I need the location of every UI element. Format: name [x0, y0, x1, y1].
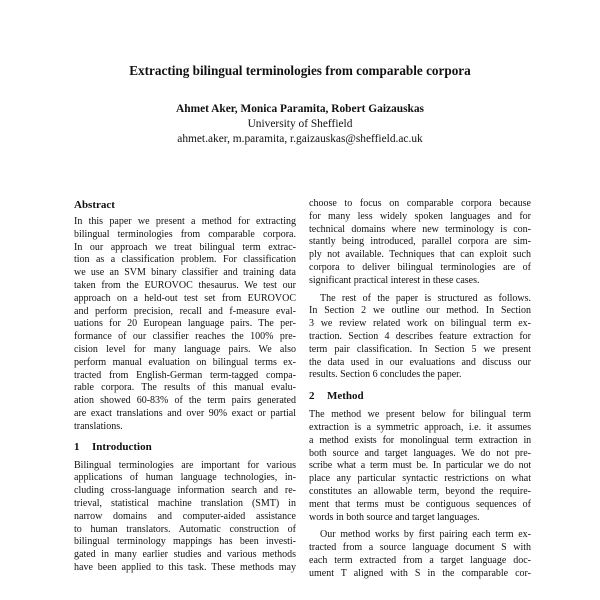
method-line: Our method works by first pairing each term ex- [320, 529, 531, 541]
structure-line: 3 we review related work on bilingual term ex- [309, 318, 531, 330]
intro-line: bilingual terminology mappings has been investi- [74, 536, 296, 548]
paper-affiliation: University of Sheffield [247, 118, 353, 130]
abstract-line: tion as a classification problem. For classification [74, 254, 296, 266]
method-paragraph-2 [309, 529, 531, 580]
abstract-line: In our approach we treat bilingual term extrac- [74, 241, 296, 253]
paper-title: Extracting bilingual terminologies from comparable corpora [129, 63, 471, 78]
abstract-heading: Abstract [74, 199, 115, 211]
intro-line: gated in many earlier studies and various methods [74, 549, 296, 561]
intro-line: trieval, statistical machine translation (SMT) in [74, 497, 296, 509]
abstract-line: formance of our classifier reaches the 100% pre- [74, 331, 296, 343]
method-line: scribe what a term must be. In particular we do not [309, 460, 531, 472]
intro-line: to human translators. Automatic construction of [74, 523, 296, 535]
method-line: words in both source and target languages. [309, 511, 480, 523]
abstract-line: In this paper we present a method for extracting [74, 216, 296, 227]
method-line: ument T aligned with S in the comparable cor- [309, 567, 531, 579]
intro-line: narrow domains and computer-aided assistance [74, 510, 296, 522]
intro-cont-line: stantly being introduced, parallel corpora are sim- [309, 236, 531, 248]
abstract-line: cision level for many language pairs. We also [74, 343, 296, 355]
abstract-line: approach on a held-out test set from EUROVOC [74, 292, 296, 304]
intro-line: applications of human language technologies, in- [74, 472, 296, 484]
method-paragraph-1 [309, 409, 531, 524]
intro-cont-line: significant practical interest in these cases. [309, 274, 480, 286]
method-line: extraction is a symmetric approach, i.e. it assumes [309, 421, 531, 433]
section-title: Method [327, 390, 364, 403]
structure-line: In Section 2 we outline our method. In Section [309, 305, 531, 317]
section-number: 2 [309, 390, 315, 403]
left-column [74, 198, 296, 575]
intro-cont-line: corpora to deliver bilingual terminologies are of [309, 261, 531, 273]
method-line: both source and target languages. We do not pre- [309, 447, 531, 459]
paper-authors: Ahmet Aker, Monica Paramita, Robert Gaizauskas [176, 103, 424, 115]
intro-cont-line: technical domains where new terminology is con- [309, 223, 531, 235]
intro-line: have been applied to this task. These methods may [74, 561, 296, 573]
intro-cont-line: ply not available. Techniques that can exploit such [309, 249, 531, 261]
method-line: a method exists for monolingual term extraction in [309, 434, 531, 446]
abstract-line: taken from the EUROVOC thesaurus. We test our [74, 279, 296, 291]
intro-line: Bilingual terminologies are important for various [74, 459, 296, 471]
structure-line: The rest of the paper is structured as follows. [320, 292, 531, 304]
abstract-line: ation showed 60-83% of the term pairs generated [74, 395, 296, 407]
paper-structure-paragraph [309, 293, 531, 383]
method-line: The method we present below for bilingual term [309, 409, 531, 421]
paper-email: ahmet.aker, m.paramita, r.gaizauskas@sheffield.ac.uk [177, 133, 423, 145]
introduction-heading [74, 440, 296, 454]
method-line: place any particular syntactic restrictions on what [309, 473, 531, 485]
abstract-line: uations for 20 European language pairs. The per- [74, 318, 296, 330]
abstract-line: translations. [74, 420, 123, 432]
structure-line: results. Section 6 concludes the paper. [309, 369, 462, 381]
intro-cont-line: choose to focus on comparable corpora because [309, 198, 531, 209]
section-title: Introduction [92, 440, 152, 453]
method-line: tracted from a source language document S with [309, 542, 531, 554]
abstract-line: and perform precision, recall and f-measure eval- [74, 305, 296, 317]
method-heading [309, 389, 531, 403]
structure-line: traction. Section 4 describes feature extraction for [309, 330, 531, 342]
method-line: each term extracted from a target language doc- [309, 554, 531, 566]
method-line: ment that terms must be contiguous sequences of [309, 498, 531, 510]
right-column [309, 198, 531, 581]
abstract-line: are exact translations and over 90% exact or partial [74, 407, 296, 419]
abstract-line: we use an SVM binary classifier and training data [74, 267, 296, 279]
structure-line: the data used in our evaluations and discuss our [309, 356, 531, 368]
abstract-line: tracted from English-German term-tagged compa- [74, 369, 296, 381]
abstract-line: rable corpora. The results of this manual evalu- [74, 382, 296, 394]
abstract-body [74, 216, 296, 434]
intro-cont-line: for many less widely spoken languages and for [309, 210, 531, 222]
introduction-body [74, 460, 296, 575]
section-number: 1 [74, 440, 80, 453]
abstract-line: bilingual terminologies from comparable corpora. [74, 228, 296, 240]
abstract-line: perform manual evaluation on bilingual terms ex- [74, 356, 296, 368]
intro-continued-paragraph [309, 198, 531, 288]
structure-line: term pair classification. In Section 5 we present [309, 343, 531, 355]
intro-line: cluding cross-language information search and re- [74, 485, 296, 497]
method-line: constitutes an allowable term, beyond the require- [309, 485, 531, 497]
